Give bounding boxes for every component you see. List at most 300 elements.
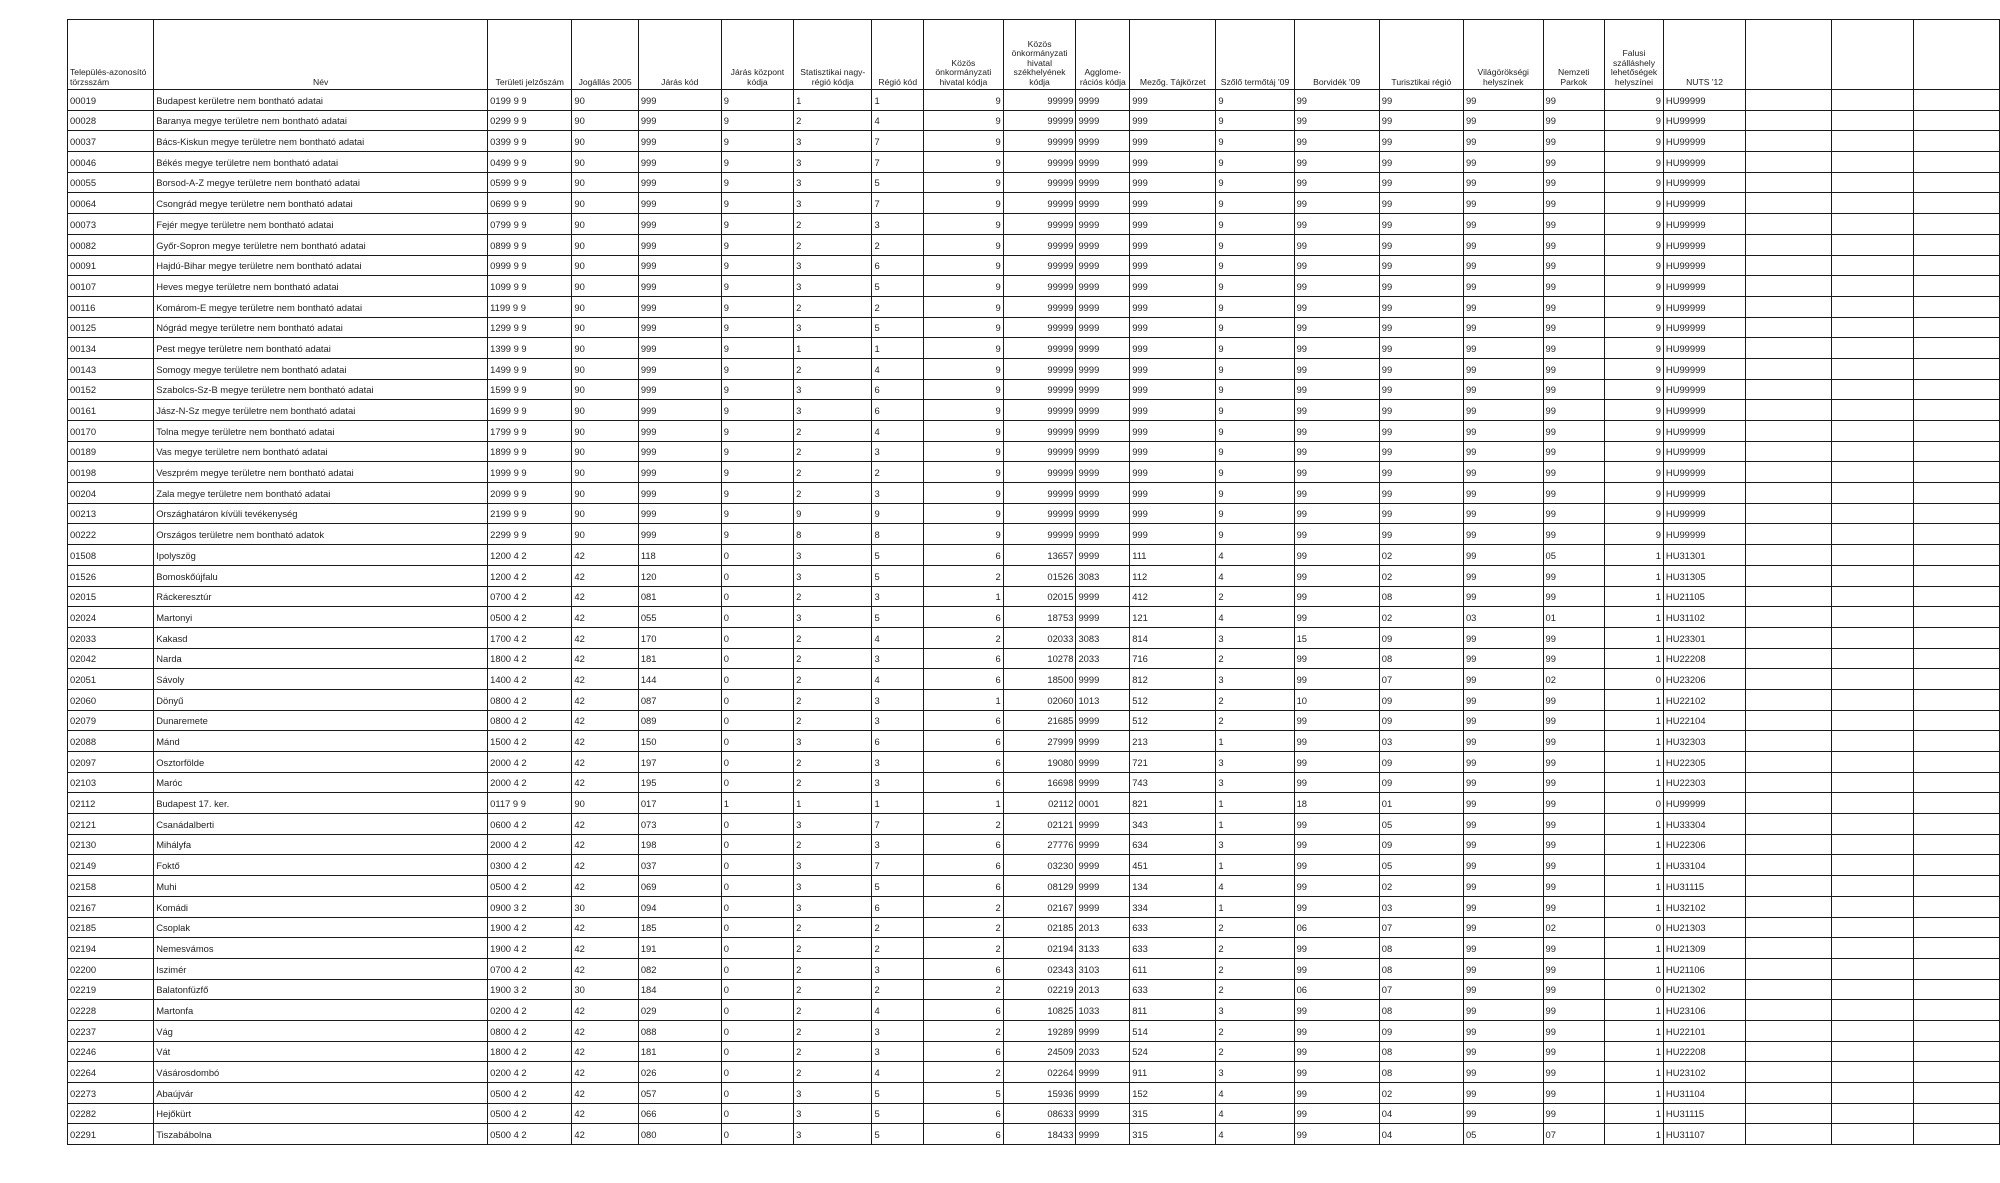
table-cell: 0699 9 9	[488, 193, 572, 214]
table-cell: 2	[1216, 979, 1294, 1000]
table-cell: 2000 4 2	[488, 772, 572, 793]
table-cell: 99	[1543, 1062, 1605, 1083]
table-cell	[1831, 876, 1914, 897]
table-cell: 2	[794, 669, 872, 690]
table-cell: 42	[572, 1020, 638, 1041]
table-cell: 2	[1216, 938, 1294, 959]
table-cell	[1831, 938, 1914, 959]
table-cell: 9999	[1076, 462, 1130, 483]
table-cell: HU99999	[1663, 214, 1745, 235]
table-row	[68, 917, 2000, 938]
table-cell: HU23206	[1663, 669, 1745, 690]
table-cell: 99	[1543, 110, 1605, 131]
table-cell: 999	[1130, 317, 1216, 338]
table-cell: 5	[872, 876, 924, 897]
table-cell: 90	[572, 441, 638, 462]
table-cell: 9999	[1076, 731, 1130, 752]
table-cell: 99	[1543, 958, 1605, 979]
table-cell: 99	[1294, 234, 1379, 255]
table-cell: HU31104	[1663, 1083, 1745, 1104]
table-cell: 2	[872, 979, 924, 1000]
table-cell: 42	[572, 1000, 638, 1021]
table-cell: 2	[794, 627, 872, 648]
table-cell: 073	[638, 814, 721, 835]
table-cell: 999	[1130, 296, 1216, 317]
table-cell	[1914, 917, 2000, 938]
table-cell: 9	[1605, 90, 1664, 111]
table-cell: Nemesvámos	[154, 938, 488, 959]
table-row	[68, 338, 2000, 359]
table-cell	[1831, 462, 1914, 483]
table-cell: HU99999	[1663, 110, 1745, 131]
table-cell: 42	[572, 1062, 638, 1083]
table-cell: 2	[1216, 917, 1294, 938]
table-cell	[1746, 110, 1832, 131]
table-cell: 1	[794, 338, 872, 359]
table-cell: 9999	[1076, 896, 1130, 917]
table-cell: 99	[1379, 172, 1463, 193]
table-cell	[1914, 586, 2000, 607]
table-cell: 42	[572, 1041, 638, 1062]
table-cell: 99	[1463, 1083, 1543, 1104]
table-cell	[1914, 979, 2000, 1000]
table-cell: 999	[638, 338, 721, 359]
table-cell: 02246	[68, 1041, 154, 1062]
table-cell: 9	[1605, 524, 1664, 545]
table-cell: 999	[638, 317, 721, 338]
table-cell	[1831, 358, 1914, 379]
table-row	[68, 234, 2000, 255]
table-cell: HU31305	[1663, 565, 1745, 586]
table-row	[68, 358, 2000, 379]
table-cell: HU99999	[1663, 462, 1745, 483]
table-cell: 42	[572, 917, 638, 938]
table-cell: 343	[1130, 814, 1216, 835]
table-cell: 9	[721, 90, 793, 111]
table-row	[68, 296, 2000, 317]
table-cell: 09	[1379, 1020, 1463, 1041]
table-cell: 9	[924, 379, 1004, 400]
table-cell: Balatonfüzfő	[154, 979, 488, 1000]
table-cell: 9	[1605, 234, 1664, 255]
header-row	[68, 20, 2000, 90]
table-cell: 00091	[68, 255, 154, 276]
table-cell: 9	[1605, 214, 1664, 235]
table-cell	[1914, 462, 2000, 483]
table-cell: 1	[1605, 855, 1664, 876]
table-cell: 9	[721, 110, 793, 131]
table-cell: 2	[1216, 1020, 1294, 1041]
table-cell: 6	[872, 896, 924, 917]
table-cell: 99	[1379, 131, 1463, 152]
table-cell: 0	[721, 979, 793, 1000]
table-cell: 821	[1130, 793, 1216, 814]
table-cell: 1	[872, 338, 924, 359]
table-cell	[1914, 1062, 2000, 1083]
table-cell: 99	[1463, 296, 1543, 317]
table-cell: 9	[924, 483, 1004, 504]
column-header: Falusi szálláshely lehetőségek helyszínei	[1605, 20, 1664, 90]
table-cell: 99999	[1003, 358, 1076, 379]
table-cell: 30	[572, 979, 638, 1000]
table-cell: 0	[721, 586, 793, 607]
table-cell: 2	[794, 979, 872, 1000]
table-cell: HU22303	[1663, 772, 1745, 793]
table-cell: 9	[721, 421, 793, 442]
table-cell: 02	[1379, 607, 1463, 628]
table-cell: 0600 4 2	[488, 814, 572, 835]
table-cell: 7	[872, 152, 924, 173]
table-cell: 2	[794, 772, 872, 793]
table-cell: 0	[721, 1062, 793, 1083]
table-cell: 2	[794, 234, 872, 255]
table-cell: 00046	[68, 152, 154, 173]
table-cell: 6	[872, 400, 924, 421]
table-cell: 99	[1294, 358, 1379, 379]
table-cell: 9	[721, 193, 793, 214]
table-cell: 999	[638, 296, 721, 317]
table-cell: 42	[572, 710, 638, 731]
table-cell: 02015	[1003, 586, 1076, 607]
table-cell: 5	[872, 565, 924, 586]
table-cell: 2013	[1076, 979, 1130, 1000]
table-cell: 611	[1130, 958, 1216, 979]
column-header: Turisztikai régió	[1379, 20, 1463, 90]
table-cell: 9	[721, 379, 793, 400]
table-row	[68, 379, 2000, 400]
table-cell: 02112	[1003, 793, 1076, 814]
table-cell: 2	[794, 586, 872, 607]
table-cell: 0599 9 9	[488, 172, 572, 193]
table-cell	[1746, 90, 1832, 111]
table-cell: 0	[721, 958, 793, 979]
table-cell: 99999	[1003, 234, 1076, 255]
table-cell: 2	[872, 234, 924, 255]
table-cell: 99	[1463, 152, 1543, 173]
table-cell: 9	[721, 131, 793, 152]
table-cell: 99	[1463, 731, 1543, 752]
table-cell: 99999	[1003, 379, 1076, 400]
table-cell: 08633	[1003, 1103, 1076, 1124]
table-cell: Dunaremete	[154, 710, 488, 731]
table-cell: 99	[1463, 710, 1543, 731]
table-cell: 1	[1605, 896, 1664, 917]
table-cell: 1	[1605, 648, 1664, 669]
table-cell: HU23301	[1663, 627, 1745, 648]
table-cell: Veszprém megye területre nem bontható adatai	[154, 462, 488, 483]
table-cell: 150	[638, 731, 721, 752]
table-cell: 999	[638, 503, 721, 524]
table-cell: 99	[1463, 545, 1543, 566]
table-cell: 3	[872, 689, 924, 710]
table-cell: 1699 9 9	[488, 400, 572, 421]
table-cell: 9999	[1076, 338, 1130, 359]
table-cell: 99	[1543, 317, 1605, 338]
table-body	[68, 90, 2000, 1145]
table-cell: 90	[572, 255, 638, 276]
table-cell: 144	[638, 669, 721, 690]
table-cell: 9	[1216, 255, 1294, 276]
column-header: Mezőg. Tájkörzet	[1130, 20, 1216, 90]
table-cell: 999	[638, 131, 721, 152]
table-cell: Mihályfa	[154, 834, 488, 855]
table-cell: 1	[1605, 1124, 1664, 1145]
table-cell: HU22104	[1663, 710, 1745, 731]
table-cell: 99	[1294, 938, 1379, 959]
table-cell: 90	[572, 338, 638, 359]
table-cell: 9	[924, 131, 1004, 152]
column-header: Jogállás 2005	[572, 20, 638, 90]
table-cell: 9999	[1076, 441, 1130, 462]
table-cell: 9	[1216, 462, 1294, 483]
table-cell: 99	[1543, 772, 1605, 793]
table-cell: 99	[1294, 1041, 1379, 1062]
table-cell: 4	[1216, 607, 1294, 628]
table-cell: 00143	[68, 358, 154, 379]
table-cell: 02121	[68, 814, 154, 835]
table-cell: 19289	[1003, 1020, 1076, 1041]
table-cell	[1746, 627, 1832, 648]
table-cell	[1746, 958, 1832, 979]
table-cell: 3	[872, 586, 924, 607]
table-cell: 99	[1463, 1041, 1543, 1062]
table-cell: 99	[1463, 855, 1543, 876]
table-row	[68, 793, 2000, 814]
table-cell	[1746, 710, 1832, 731]
table-cell: 9	[924, 234, 1004, 255]
table-cell: 90	[572, 296, 638, 317]
table-cell: 00125	[68, 317, 154, 338]
table-cell: 99	[1463, 938, 1543, 959]
table-cell: 9999	[1076, 193, 1130, 214]
table-cell	[1746, 441, 1832, 462]
table-cell	[1746, 586, 1832, 607]
table-cell: 999	[1130, 524, 1216, 545]
table-cell: 9999	[1076, 834, 1130, 855]
table-cell: 42	[572, 1103, 638, 1124]
table-cell: 9	[1216, 131, 1294, 152]
table-cell	[1746, 1062, 1832, 1083]
table-cell	[1746, 607, 1832, 628]
table-cell: 9	[1216, 152, 1294, 173]
table-cell: 4	[1216, 1124, 1294, 1145]
table-cell	[1914, 358, 2000, 379]
table-cell: 1	[1605, 772, 1664, 793]
table-cell: 99	[1543, 462, 1605, 483]
table-cell: 42	[572, 1124, 638, 1145]
table-cell: 02079	[68, 710, 154, 731]
table-cell: 9999	[1076, 1020, 1130, 1041]
table-cell: 99	[1294, 296, 1379, 317]
table-cell: 27776	[1003, 834, 1076, 855]
table-cell: 00213	[68, 503, 154, 524]
table-cell: 0	[721, 669, 793, 690]
table-cell	[1746, 358, 1832, 379]
table-cell: 02130	[68, 834, 154, 855]
table-cell: 9	[1216, 441, 1294, 462]
table-cell: 0	[721, 545, 793, 566]
table-cell: 99	[1294, 462, 1379, 483]
table-cell: 1	[872, 793, 924, 814]
column-header: Település-azonosító törzsszám	[68, 20, 154, 90]
table-cell: 9	[1605, 276, 1664, 297]
column-header: Világörökségi helyszínek	[1463, 20, 1543, 90]
table-cell: 9	[924, 421, 1004, 442]
table-cell: 0300 4 2	[488, 855, 572, 876]
table-cell: 99999	[1003, 317, 1076, 338]
table-cell: 9	[924, 338, 1004, 359]
table-cell: 99	[1379, 400, 1463, 421]
table-cell: 999	[638, 152, 721, 173]
table-cell: 0	[721, 648, 793, 669]
table-cell: HU99999	[1663, 131, 1745, 152]
table-cell	[1831, 607, 1914, 628]
table-cell: 99999	[1003, 441, 1076, 462]
table-row	[68, 545, 2000, 566]
table-cell: 9999	[1076, 234, 1130, 255]
table-cell: 1	[1605, 752, 1664, 773]
table-cell: 99	[1294, 1103, 1379, 1124]
table-cell	[1914, 193, 2000, 214]
table-cell: 3	[794, 131, 872, 152]
table-row	[68, 565, 2000, 586]
table-row	[68, 255, 2000, 276]
table-cell: 9	[924, 110, 1004, 131]
table-cell	[1831, 338, 1914, 359]
table-cell: 3	[794, 193, 872, 214]
table-row	[68, 1083, 2000, 1104]
table-cell: 6	[924, 1041, 1004, 1062]
table-cell: 99	[1463, 400, 1543, 421]
table-cell: 99	[1543, 1103, 1605, 1124]
table-cell: 99	[1379, 152, 1463, 173]
table-cell: 00028	[68, 110, 154, 131]
table-cell: 99	[1543, 834, 1605, 855]
table-cell: Tolna megye területre nem bontható adatai	[154, 421, 488, 442]
table-cell: 2	[924, 896, 1004, 917]
table-cell: 1	[1605, 586, 1664, 607]
table-cell: 99	[1463, 193, 1543, 214]
table-cell: 99	[1294, 110, 1379, 131]
table-cell: 9	[1216, 358, 1294, 379]
table-cell	[1746, 1103, 1832, 1124]
table-cell	[1914, 648, 2000, 669]
table-cell: 2	[872, 296, 924, 317]
table-cell: 111	[1130, 545, 1216, 566]
table-cell: 1099 9 9	[488, 276, 572, 297]
table-cell	[1831, 648, 1914, 669]
table-cell: 9	[721, 172, 793, 193]
table-cell: 2	[872, 938, 924, 959]
table-cell: 633	[1130, 979, 1216, 1000]
table-cell	[1914, 276, 2000, 297]
table-cell: 2	[794, 214, 872, 235]
table-cell	[1831, 483, 1914, 504]
table-cell: 99	[1543, 1020, 1605, 1041]
table-cell: 181	[638, 1041, 721, 1062]
table-cell: 9	[1605, 462, 1664, 483]
table-cell: Ipolyszög	[154, 545, 488, 566]
table-cell: HU99999	[1663, 234, 1745, 255]
table-cell: 9	[1216, 400, 1294, 421]
table-cell: 5	[872, 276, 924, 297]
table-cell: 05	[1463, 1124, 1543, 1145]
table-cell: 9	[1605, 338, 1664, 359]
table-row	[68, 90, 2000, 111]
table-cell: 18753	[1003, 607, 1076, 628]
table-cell: 0	[721, 1124, 793, 1145]
table-cell: 4	[1216, 1103, 1294, 1124]
table-cell: 99	[1463, 958, 1543, 979]
table-cell: 9	[924, 462, 1004, 483]
table-cell: 999	[638, 255, 721, 276]
table-cell: 02167	[1003, 896, 1076, 917]
table-cell: 0	[721, 565, 793, 586]
table-cell	[1831, 110, 1914, 131]
table-cell: 9	[721, 296, 793, 317]
table-cell: 08	[1379, 586, 1463, 607]
table-cell: Somogy megye területre nem bontható adatai	[154, 358, 488, 379]
table-cell: 99	[1463, 90, 1543, 111]
table-cell: 066	[638, 1103, 721, 1124]
table-cell: 999	[638, 234, 721, 255]
table-cell	[1831, 379, 1914, 400]
table-cell: 9999	[1076, 483, 1130, 504]
table-row	[68, 524, 2000, 545]
table-cell: 6	[924, 1103, 1004, 1124]
table-cell: 9999	[1076, 876, 1130, 897]
table-row	[68, 421, 2000, 442]
table-cell: 07	[1379, 917, 1463, 938]
table-cell	[1831, 1124, 1914, 1145]
table-row	[68, 648, 2000, 669]
table-cell: 4	[872, 1000, 924, 1021]
table-cell: 99	[1294, 565, 1379, 586]
table-cell: 90	[572, 152, 638, 173]
table-cell: 1	[1605, 1103, 1664, 1124]
table-cell: 99	[1543, 979, 1605, 1000]
table-cell	[1746, 1041, 1832, 1062]
table-row	[68, 1020, 2000, 1041]
table-cell: 2	[794, 358, 872, 379]
table-cell: 9	[721, 462, 793, 483]
table-cell: 0	[1605, 793, 1664, 814]
table-cell: 0	[721, 938, 793, 959]
table-cell: 99	[1463, 131, 1543, 152]
table-cell: 99	[1543, 876, 1605, 897]
table-cell: HU31115	[1663, 876, 1745, 897]
table-cell: 6	[924, 876, 1004, 897]
table-cell	[1746, 483, 1832, 504]
table-cell: 02060	[1003, 689, 1076, 710]
table-cell: 1	[1605, 834, 1664, 855]
table-cell: 99	[1294, 834, 1379, 855]
table-cell: 02219	[68, 979, 154, 1000]
table-cell: 99	[1294, 814, 1379, 835]
table-cell: 3	[794, 400, 872, 421]
table-cell	[1914, 565, 2000, 586]
table-row	[68, 979, 2000, 1000]
table-cell: 1	[1216, 896, 1294, 917]
table-cell: HU33304	[1663, 814, 1745, 835]
table-cell	[1746, 689, 1832, 710]
column-header	[1914, 20, 2000, 90]
table-cell	[1914, 400, 2000, 421]
table-cell: 0	[721, 752, 793, 773]
table-cell: 99	[1543, 586, 1605, 607]
table-cell: 03230	[1003, 855, 1076, 876]
table-cell: 00170	[68, 421, 154, 442]
